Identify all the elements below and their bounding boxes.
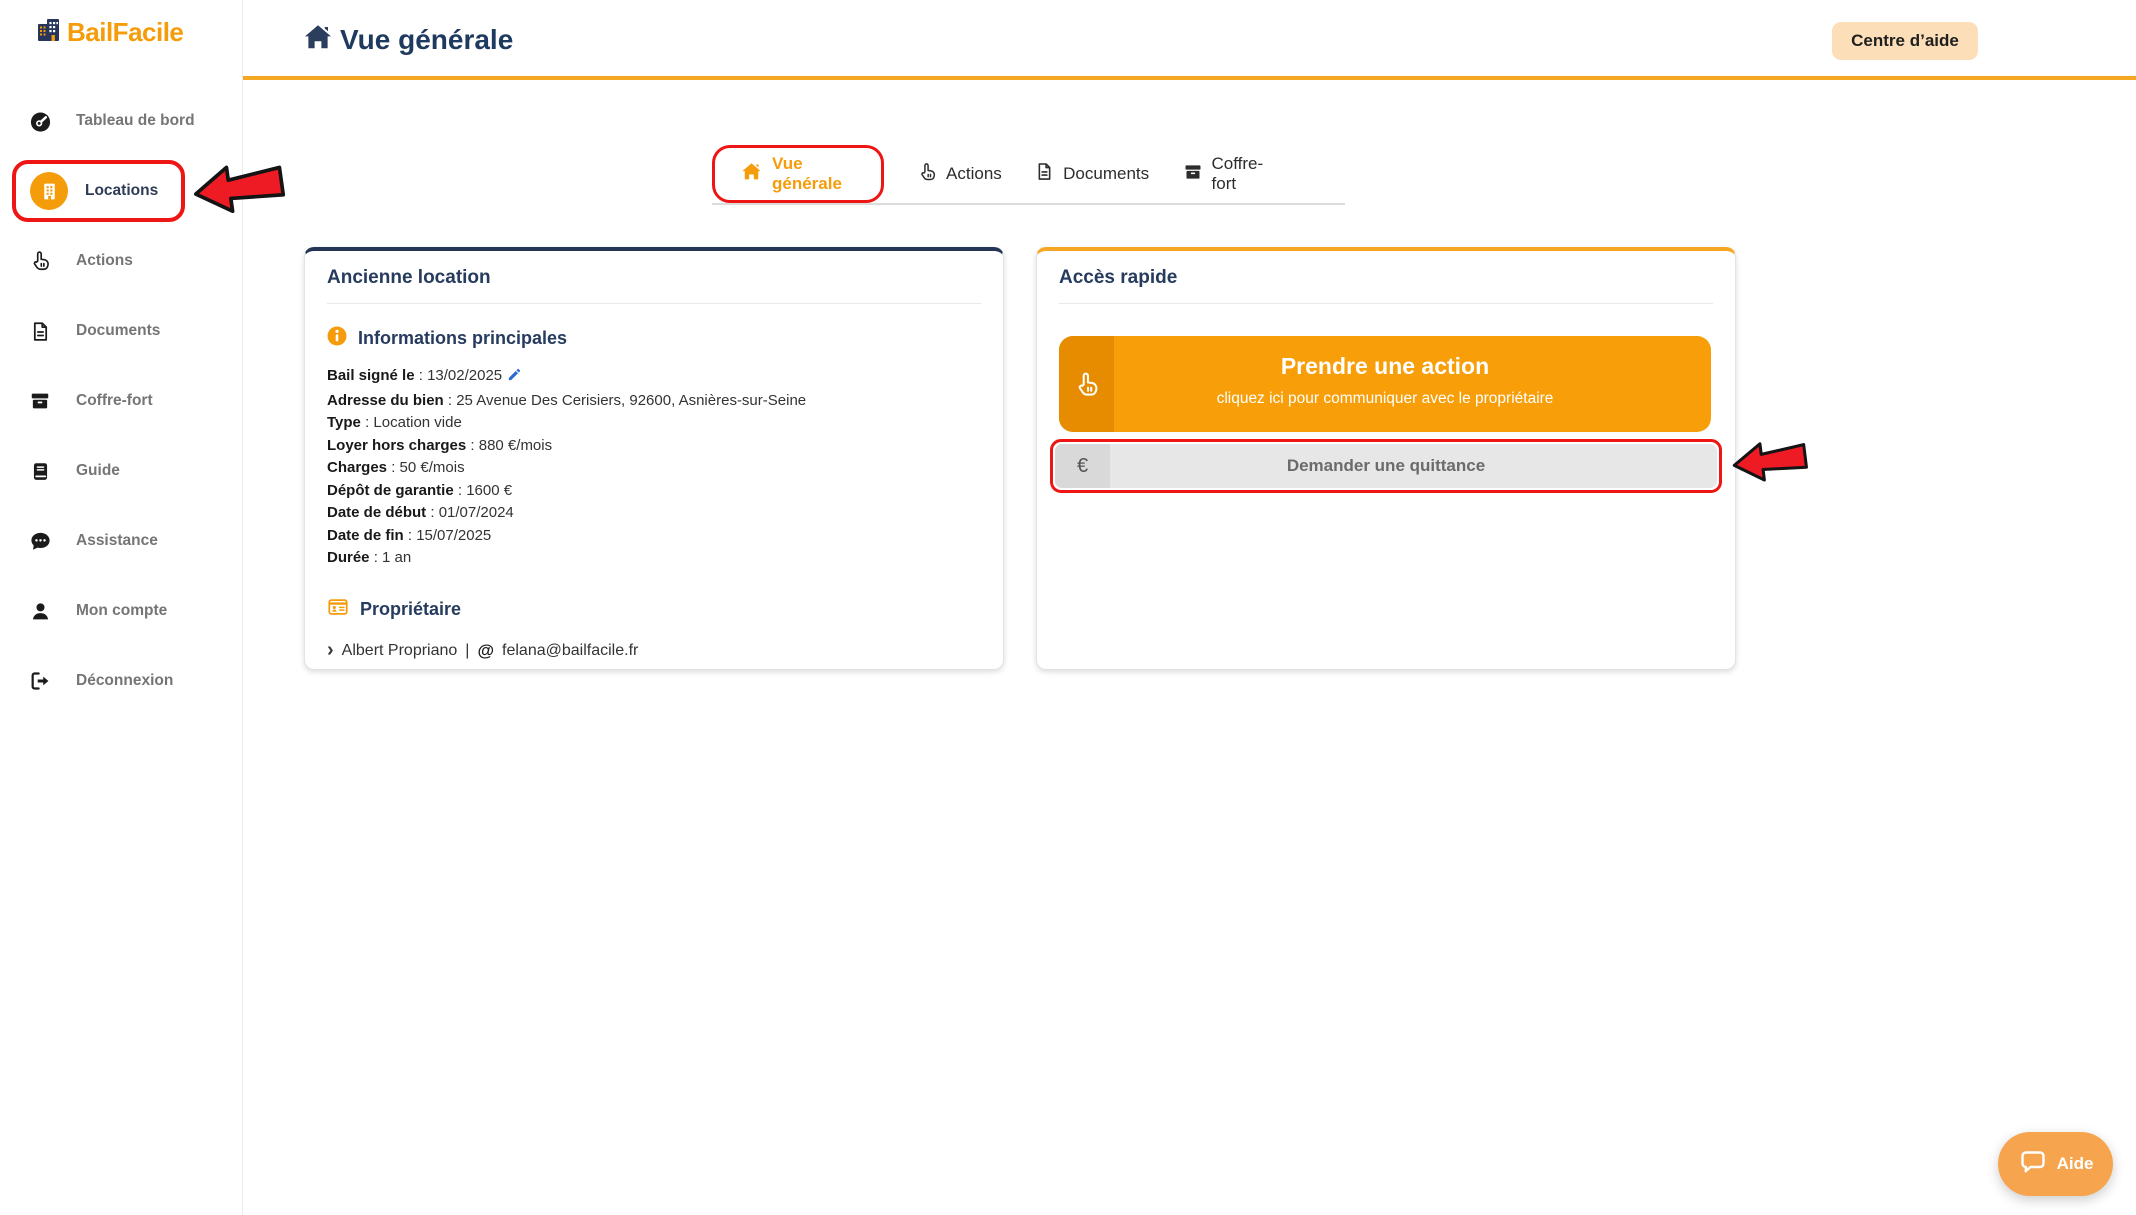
logout-icon <box>28 669 52 693</box>
locations-highlight-box[interactable] <box>12 160 185 222</box>
page-title: Vue générale <box>303 22 513 57</box>
hand-pointer-icon <box>28 249 52 273</box>
brand-name: BailFacile <box>67 16 184 47</box>
sidebar-item-guide[interactable] <box>0 436 242 506</box>
field-date-debut: Date de début : 01/07/2024 <box>327 504 514 521</box>
edit-icon[interactable] <box>507 367 522 390</box>
separator: | <box>465 641 470 659</box>
euro-icon: € <box>1055 444 1110 488</box>
take-action-subtitle: cliquez ici pour communiquer avec le propriétaire <box>1216 390 1554 407</box>
take-action-button[interactable] <box>1059 336 1711 432</box>
sidebar-item-mon-compte[interactable] <box>0 576 242 646</box>
help-widget-button[interactable] <box>1998 1132 2113 1196</box>
sidebar-item-tableau-de-bord[interactable] <box>0 86 242 156</box>
help-center-button[interactable]: Centre d’aide <box>1832 22 1978 60</box>
at-icon: @ <box>477 640 495 660</box>
annotation-arrow-quittance <box>1729 434 1811 494</box>
sidebar-item-label: Guide <box>76 462 120 479</box>
info-icon <box>327 326 347 351</box>
quick-access-card <box>1036 247 1736 670</box>
owner-email: felana@bailfacile.fr <box>502 641 639 659</box>
sidebar-item-label: Assistance <box>76 532 158 549</box>
owner-name: Albert Propriano <box>341 641 458 659</box>
request-receipt-label: Demander une quittance <box>1286 456 1486 475</box>
help-widget-label: Aide <box>2056 1154 2094 1173</box>
hand-pointer-icon <box>1059 336 1114 432</box>
document-icon <box>28 319 52 343</box>
field-charges: Charges : 50 €/mois <box>327 459 465 476</box>
field-duree: Durée : 1 an <box>327 549 412 566</box>
field-depot: Dépôt de garantie : 1600 € <box>327 481 513 499</box>
home-icon <box>303 22 333 57</box>
dashboard-icon <box>28 109 52 133</box>
page-header <box>243 0 2136 80</box>
sidebar-item-label: Documents <box>76 322 161 339</box>
sidebar-item-documents[interactable] <box>0 296 242 366</box>
id-card-icon <box>327 596 349 623</box>
sidebar-item-label: Déconnexion <box>76 672 174 689</box>
divider <box>1059 303 1713 304</box>
building-icon <box>30 172 68 210</box>
field-loyer: Loyer hors charges : 880 €/mois <box>327 436 553 454</box>
tab-vue-generale[interactable]: Vue générale <box>712 145 884 203</box>
sidebar-item-deconnexion[interactable] <box>0 646 242 716</box>
field-type: Type : Location vide <box>327 414 462 431</box>
take-action-title: Prendre une action <box>1280 353 1490 379</box>
divider <box>327 303 981 304</box>
sidebar-item-coffre-fort[interactable] <box>0 366 242 436</box>
field-adresse: Adresse du bien : 25 Avenue Des Cerisiers, 92600, Asnières-sur-Seine <box>327 391 807 409</box>
tab-actions[interactable]: Actions <box>917 143 1002 205</box>
annotation-box-quittance <box>1050 439 1722 493</box>
field-bail-signe: Bail signé le : 13/02/2025 <box>327 365 981 390</box>
info-section-header: Informations principales <box>327 326 981 351</box>
sidebar-item-label: Locations <box>85 182 159 199</box>
info-fields <box>327 365 981 570</box>
tab-coffre-fort[interactable]: Coffre-fort <box>1183 143 1271 205</box>
chat-icon <box>28 529 52 553</box>
request-receipt-button[interactable] <box>1055 444 1717 488</box>
sidebar-item-label: Mon compte <box>76 602 168 619</box>
card-title: Ancienne location <box>327 267 491 288</box>
owner-row[interactable] <box>327 638 981 661</box>
sidebar-item-actions[interactable] <box>0 226 242 296</box>
user-icon <box>28 599 52 623</box>
sidebar-item-label: Tableau de bord <box>76 112 195 129</box>
field-date-fin: Date de fin : 15/07/2025 <box>327 526 492 544</box>
chevron-right-icon: › <box>327 638 334 661</box>
home-icon <box>741 161 762 187</box>
book-icon <box>28 459 52 483</box>
speech-bubble-icon <box>2018 1147 2048 1182</box>
safe-icon <box>28 389 52 413</box>
tab-documents[interactable]: Documents <box>1035 143 1149 205</box>
old-location-card <box>304 247 1004 670</box>
annotation-arrow-locations <box>189 155 288 226</box>
sidebar-item-assistance[interactable] <box>0 506 242 576</box>
hand-pointer-icon <box>917 162 937 187</box>
safe-icon <box>1183 162 1203 187</box>
buildings-logo-icon <box>36 16 63 48</box>
owner-section-header: Propriétaire <box>327 596 981 623</box>
document-icon <box>1035 162 1054 186</box>
card-title: Accès rapide <box>1059 267 1178 288</box>
brand-logo[interactable] <box>36 16 183 48</box>
sidebar-item-label: Actions <box>76 252 133 269</box>
sidebar-item-label: Coffre-fort <box>76 392 153 409</box>
